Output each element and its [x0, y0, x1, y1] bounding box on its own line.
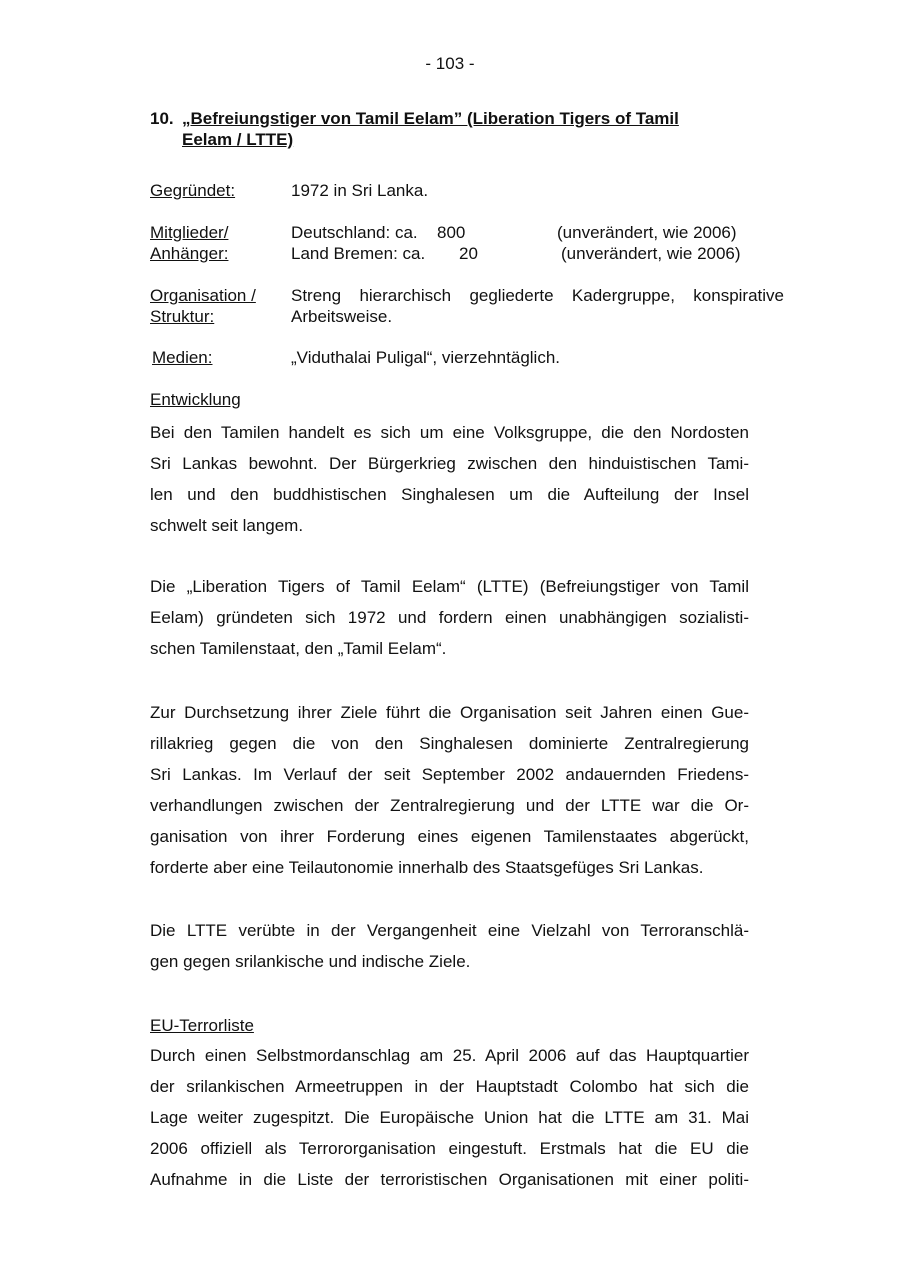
text-line: schwelt seit langem. [150, 516, 304, 535]
members-row [150, 222, 790, 266]
members-region: Deutschland: ca. [291, 223, 418, 242]
section-heading [150, 108, 790, 150]
text-line: 2006 offiziell als Terrororganisation eingestuft. Erstmals hat die EU die [150, 1139, 749, 1158]
paragraph [150, 417, 749, 541]
heading-number: 10. [150, 109, 174, 128]
members-count: 20 [459, 244, 478, 263]
members-label-1: Mitglieder/ [150, 223, 229, 242]
members-region: Land Bremen: ca. [291, 244, 426, 263]
text-line: rillakrieg gegen die von den Singhalesen dominierte Zentralregierung [150, 734, 749, 753]
founded-row [150, 180, 790, 202]
media-value: „Viduthalai Puligal“, vierzehntäglich. [291, 348, 561, 367]
paragraph [150, 697, 749, 883]
text-line: schen Tamilenstaat, den „Tamil Eelam“. [150, 639, 447, 658]
organisation-row [150, 285, 790, 329]
heading-title-line-1: „Befreiungstiger von Tamil Eelam” (Liberation Tigers of Tamil [182, 109, 679, 128]
page-number: - 103 - [425, 54, 475, 73]
members-count: 800 [437, 223, 466, 242]
text-line: Die „Liberation Tigers of Tamil Eelam“ (LTTE) (Befreiungstiger von Tamil [150, 577, 749, 596]
heading-title-line-2: Eelam / LTTE) [182, 130, 294, 149]
founded-value: 1972 in Sri Lanka. [291, 181, 429, 200]
members-line-bremen [291, 243, 751, 264]
members-line-germany [291, 222, 751, 243]
text-line: gen gegen srilankische und indische Ziele. [150, 952, 471, 971]
members-note: (unverändert, wie 2006) [561, 244, 741, 263]
members-label-2: Anhänger: [150, 244, 229, 263]
text-line: ganisation von ihrer Forderung eines eigenen Tamilenstaates abgerückt, [150, 827, 749, 846]
text-line: Durch einen Selbstmordanschlag am 25. April 2006 auf das Hauptquartier [150, 1046, 749, 1065]
paragraph [150, 1040, 749, 1195]
organisation-value-2: Arbeitsweise. [291, 307, 393, 326]
text-line: Sri Lankas. Im Verlauf der seit September 2002 andauernden Friedens- [150, 765, 749, 784]
text-line: forderte aber eine Teilautonomie innerhalb des Staatsgefüges Sri Lankas. [150, 858, 704, 877]
text-line: Aufnahme in die Liste der terroristischen Organisationen mit einer politi- [150, 1170, 749, 1189]
paragraph [150, 571, 749, 664]
subheading-entwicklung: Entwicklung [150, 390, 241, 409]
text-line: Sri Lankas bewohnt. Der Bürgerkrieg zwischen den hinduistischen Tami- [150, 454, 749, 473]
organisation-label-1: Organisation / [150, 286, 256, 305]
organisation-label-2: Struktur: [150, 307, 215, 326]
text-line: Lage weiter zugespitzt. Die Europäische Union hat die LTTE am 31. Mai [150, 1108, 749, 1127]
text-line: Eelam) gründeten sich 1972 und fordern einen unabhängigen sozialisti- [150, 608, 749, 627]
text-line: Zur Durchsetzung ihrer Ziele führt die Organisation seit Jahren einen Gue- [150, 703, 749, 722]
founded-label: Gegründet: [150, 181, 236, 200]
media-label: Medien: [152, 348, 213, 367]
text-line: Die LTTE verübte in der Vergangenheit eine Vielzahl von Terroranschlä- [150, 921, 749, 940]
media-row [152, 347, 792, 369]
text-line: verhandlungen zwischen der Zentralregierung und der LTTE war die Or- [150, 796, 749, 815]
subheading-eu-terrorliste: EU-Terrorliste [150, 1016, 254, 1035]
members-note: (unverändert, wie 2006) [557, 223, 737, 242]
paragraph [150, 915, 749, 977]
organisation-value-1: Streng hierarchisch gegliederte Kadergruppe, konspirative [291, 286, 784, 305]
text-line: Bei den Tamilen handelt es sich um eine Volksgruppe, die den Nordosten [150, 423, 749, 442]
text-line: len und den buddhistischen Singhalesen um die Aufteilung der Insel [150, 485, 749, 504]
text-line: der srilankischen Armeetruppen in der Hauptstadt Colombo hat sich die [150, 1077, 749, 1096]
